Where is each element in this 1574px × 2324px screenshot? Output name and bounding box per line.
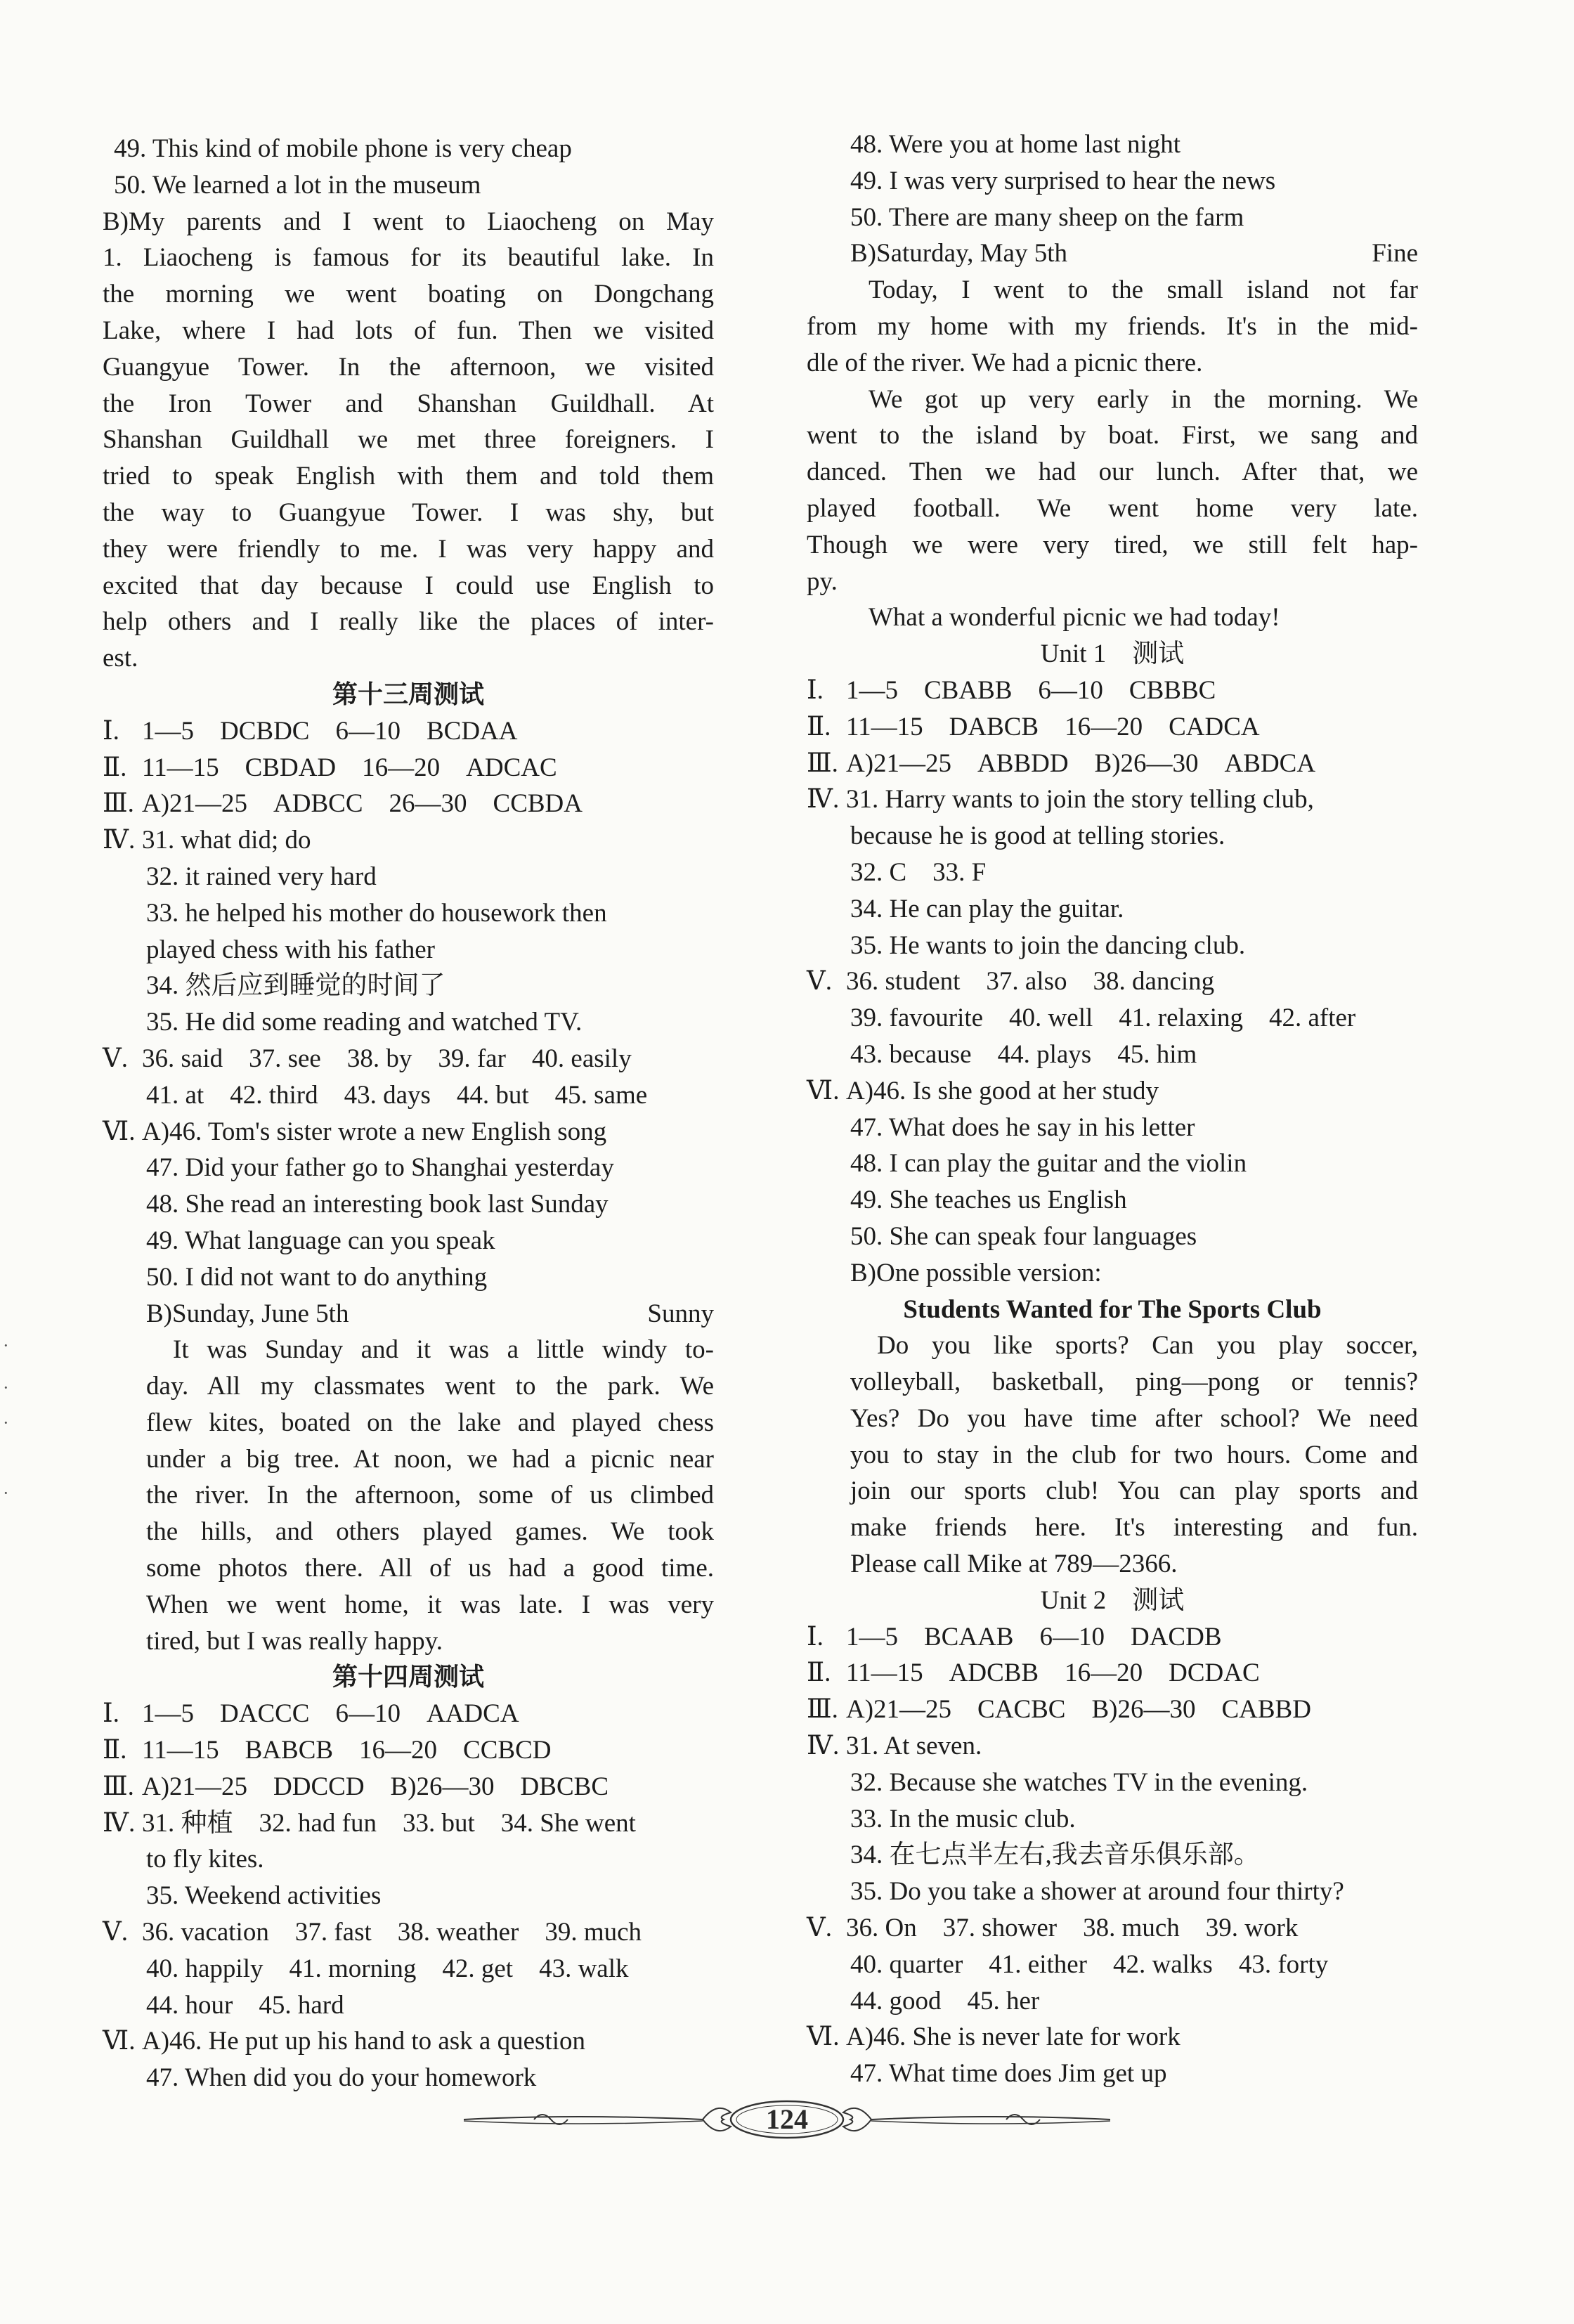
roman-numeral: Ⅴ. [807, 1914, 832, 1943]
answer-key: 11—15 BABCB 16—20 CCBCD [142, 1736, 552, 1765]
essay-line: danced. Then we had our lunch. After that, we [807, 457, 1418, 487]
margin-mark: · [3, 1377, 9, 1398]
answer-key: 11—15 CBDAD 16—20 ADCAC [142, 753, 557, 782]
answer-line: 49. I was very surprised to hear the news [850, 166, 1276, 195]
roman-numeral: Ⅵ. [103, 1117, 136, 1146]
answer-line: 32. C 33. F [850, 857, 987, 887]
answer-key: A)21—25 ABBDD B)26—30 ABDCA [846, 748, 1316, 778]
answer-line: 40. quarter 41. either 42. walks 43. forty [850, 1949, 1329, 1979]
essay-line: What a wonderful picnic we had today! [869, 603, 1280, 632]
essay-line: the Iron Tower and Shanshan Guildhall. At [103, 389, 714, 418]
essay-line: day. All my classmates went to the park. We [146, 1372, 714, 1401]
ad-line: Yes? Do you have time after school? We need [850, 1403, 1418, 1433]
roman-numeral: Ⅲ. [807, 1695, 838, 1725]
ad-line: join our sports club! You can play sports and [850, 1476, 1418, 1506]
answer-line: 49. She teaches us English [850, 1186, 1127, 1215]
answer-key: 31. Harry wants to join the story telling club, [846, 785, 1314, 814]
roman-numeral: Ⅵ. [807, 1076, 840, 1105]
answer-key: A)46. Is she good at her study [846, 1076, 1159, 1105]
essay-line: went to the island by boat. First, we sang and [807, 421, 1418, 450]
ad-line: Please call Mike at 789—2366. [850, 1550, 1178, 1579]
essay-line: played football. We went home very late. [807, 493, 1418, 523]
roman-numeral: Ⅴ. [103, 1918, 128, 1947]
diary-weather: Sunny [647, 1299, 714, 1328]
answer-key: 36. vacation 37. fast 38. weather 39. much [142, 1918, 642, 1947]
answer-line: 50. I did not want to do anything [146, 1262, 488, 1292]
essay-line: the river. In the afternoon, some of us climbed [146, 1481, 714, 1510]
answer-line: 33. In the music club. [850, 1804, 1076, 1833]
ad-line: you to stay in the club for two hours. Come and [850, 1440, 1418, 1469]
answer-line: 34. 然后应到睡觉的时间了 [146, 971, 445, 1001]
answer-line: 47. What does he say in his letter [850, 1112, 1195, 1142]
essay-line: the way to Guangyue Tower. I was shy, but [103, 498, 714, 527]
answer-line: 35. Do you take a shower at around four thirty? [850, 1877, 1344, 1907]
answer-line: 35. He did some reading and watched TV. [146, 1008, 583, 1037]
answer-line: 39. favourite 40. well 41. relaxing 42. after [850, 1004, 1356, 1033]
answer-line: 49. What language can you speak [146, 1226, 495, 1255]
answer-line: 47. When did you do your homework [146, 2063, 537, 2093]
essay-line: Shanshan Guildhall we met three foreigners. I [103, 425, 714, 455]
essay-line: Guangyue Tower. In the afternoon, we visited [103, 352, 714, 382]
answer-key: 36. student 37. also 38. dancing [846, 967, 1215, 997]
answer-line: 34. He can play the guitar. [850, 894, 1124, 923]
roman-numeral: Ⅴ. [807, 967, 832, 997]
answer-key: A)46. He put up his hand to ask a question [142, 2027, 585, 2056]
answer-line: because he is good at telling stories. [850, 822, 1225, 851]
answer-key: 1—5 CBABB 6—10 CBBBC [846, 675, 1216, 705]
ad-line: make friends here. It's interesting and fun. [850, 1513, 1418, 1543]
essay-line: under a big tree. At noon, we had a picnic near [146, 1444, 714, 1474]
diary-date: B)Saturday, May 5th [850, 239, 1067, 268]
answer-line: 48. Were you at home last night [850, 130, 1181, 159]
answer-line: 50. There are many sheep on the farm [850, 202, 1244, 232]
answer-key: A)46. She is never late for work [846, 2023, 1180, 2052]
roman-numeral: Ⅲ. [103, 1772, 134, 1801]
roman-numeral: Ⅲ. [807, 748, 838, 778]
essay-line: from my home with my friends. It's in the mid- [807, 311, 1418, 341]
left-column [103, 131, 714, 2096]
answer-key: A)21—25 CACBC B)26—30 CABBD [846, 1695, 1311, 1725]
margin-mark: · [3, 1413, 9, 1433]
roman-numeral: Ⅰ. [807, 675, 824, 705]
roman-numeral: Ⅵ. [103, 2027, 136, 2056]
essay-line: tried to speak English with them and told them [103, 462, 714, 491]
essay-line: excited that day because I could use English to [103, 571, 714, 600]
answer-line: 43. because 44. plays 45. him [850, 1039, 1197, 1069]
answer-line: 44. good 45. her [850, 1986, 1040, 2015]
answer-line: 33. he helped his mother do housework then [146, 898, 607, 928]
answer-line: B)One possible version: [850, 1258, 1102, 1287]
roman-numeral: Ⅳ. [807, 1732, 840, 1761]
essay-line: the hills, and others played games. We took [146, 1517, 714, 1547]
margin-mark: · [3, 1483, 9, 1503]
roman-numeral: Ⅴ. [103, 1044, 128, 1073]
answer-key: 11—15 DABCB 16—20 CADCA [846, 712, 1260, 741]
page-number: 124 [766, 2103, 808, 2135]
roman-numeral: Ⅲ. [103, 789, 134, 819]
answer-key: 11—15 ADCBB 16—20 DCDAC [846, 1658, 1260, 1688]
diary-weather: Fine [1372, 239, 1418, 268]
roman-numeral: Ⅳ. [103, 826, 136, 855]
essay-line: When we went home, it was late. I was very [146, 1590, 714, 1619]
roman-numeral: Ⅱ. [103, 753, 127, 782]
answer-line: 35. Weekend activities [146, 1881, 382, 1911]
essay-line: 1. Liaocheng is famous for its beautiful lake. In [103, 243, 714, 273]
answer-key: A)21—25 DDCCD B)26—30 DBCBC [142, 1772, 609, 1801]
answer-key: 36. On 37. shower 38. much 39. work [846, 1914, 1299, 1943]
essay-line: est. [103, 644, 138, 673]
section-heading-week14: 第十四周测试 [332, 1663, 484, 1692]
essay-line: Lake, where I had lots of fun. Then we visited [103, 316, 714, 345]
section-heading-unit2: Unit 2 测试 [1040, 1585, 1185, 1615]
essay-line: the morning we went boating on Dongchang [103, 280, 714, 309]
answer-line: played chess with his father [146, 935, 435, 964]
answer-line: 47. What time does Jim get up [850, 2059, 1167, 2089]
section-heading-week13: 第十三周测试 [332, 680, 484, 709]
answer-key: 1—5 DACCC 6—10 AADCA [142, 1699, 519, 1729]
answer-line: to fly kites. [146, 1845, 264, 1874]
essay-line: flew kites, boated on the lake and played chess [146, 1408, 714, 1437]
answer-line: 47. Did your father go to Shanghai yesterday [146, 1153, 614, 1183]
roman-numeral: Ⅳ. [103, 1808, 136, 1838]
roman-numeral: Ⅳ. [807, 785, 840, 814]
answer-key: 31. At seven. [846, 1732, 982, 1761]
answer-key: 31. 种植 32. had fun 33. but 34. She went [142, 1808, 636, 1838]
essay-line: Today, I went to the small island not far [869, 275, 1418, 305]
answer-key: 31. what did; do [142, 826, 311, 855]
roman-numeral: Ⅱ. [807, 712, 831, 741]
diary-date: B)Sunday, June 5th [146, 1299, 349, 1328]
answer-line: 44. hour 45. hard [146, 1990, 344, 2020]
essay-line: they were friendly to me. I was very happy and [103, 534, 714, 564]
roman-numeral: Ⅰ. [103, 1699, 119, 1729]
ad-line: Do you like sports? Can you play soccer, [877, 1331, 1418, 1361]
margin-mark: · [3, 1335, 9, 1356]
answer-line: 32. it rained very hard [146, 862, 377, 891]
roman-numeral: Ⅵ. [807, 2023, 840, 2052]
roman-numeral: Ⅰ. [103, 716, 119, 746]
essay-line: help others and I really like the places of inter- [103, 607, 714, 637]
answer-line: 40. happily 41. morning 42. get 43. walk [146, 1954, 629, 1983]
right-column [807, 126, 1418, 2092]
answer-line: 48. She read an interesting book last Sunday [146, 1190, 609, 1219]
answer-line: 49. This kind of mobile phone is very cheap [114, 134, 572, 163]
essay-line: py. [807, 566, 838, 596]
answer-line: 41. at 42. third 43. days 44. but 45. same [146, 1080, 648, 1110]
section-heading-unit1: Unit 1 测试 [1040, 640, 1185, 669]
answer-line: 48. I can play the guitar and the violin [850, 1149, 1247, 1179]
diary-header [807, 235, 1418, 272]
essay-line: It was Sunday and it was a little windy to- [173, 1335, 714, 1365]
roman-numeral: Ⅰ. [807, 1622, 824, 1651]
answer-key: 1—5 BCAAB 6—10 DACDB [846, 1622, 1222, 1651]
essay-line: some photos there. All of us had a good time. [146, 1554, 714, 1583]
diary-header [103, 1296, 714, 1332]
ad-line: volleyball, basketball, ping—pong or tennis? [850, 1368, 1418, 1397]
answer-key: 1—5 DCBDC 6—10 BCDAA [142, 716, 518, 746]
answer-key: 36. said 37. see 38. by 39. far 40. easily [142, 1044, 632, 1073]
answer-key: A)21—25 ADBCC 26—30 CCBDA [142, 789, 583, 819]
roman-numeral: Ⅱ. [103, 1736, 127, 1765]
page-footer [0, 2098, 1574, 2141]
answer-key: A)46. Tom's sister wrote a new English song [142, 1117, 607, 1146]
essay-line: Though we were very tired, we still felt hap- [807, 530, 1418, 559]
answer-line: 50. We learned a lot in the museum [114, 170, 481, 200]
answer-line: 35. He wants to join the dancing club. [850, 930, 1246, 960]
answer-line: 32. Because she watches TV in the evening. [850, 1767, 1308, 1797]
essay-line: dle of the river. We had a picnic there. [807, 348, 1203, 377]
essay-line: We got up very early in the morning. We [869, 384, 1418, 414]
answer-line: 50. She can speak four languages [850, 1221, 1197, 1251]
essay-line: tired, but I was really happy. [146, 1626, 443, 1656]
essay-line: B)My parents and I went to Liaocheng on May [103, 207, 714, 236]
answer-line: 34. 在七点半左右,我去音乐俱乐部。 [850, 1841, 1260, 1870]
roman-numeral: Ⅱ. [807, 1658, 831, 1688]
ad-title: Students Wanted for The Sports Club [903, 1294, 1322, 1324]
